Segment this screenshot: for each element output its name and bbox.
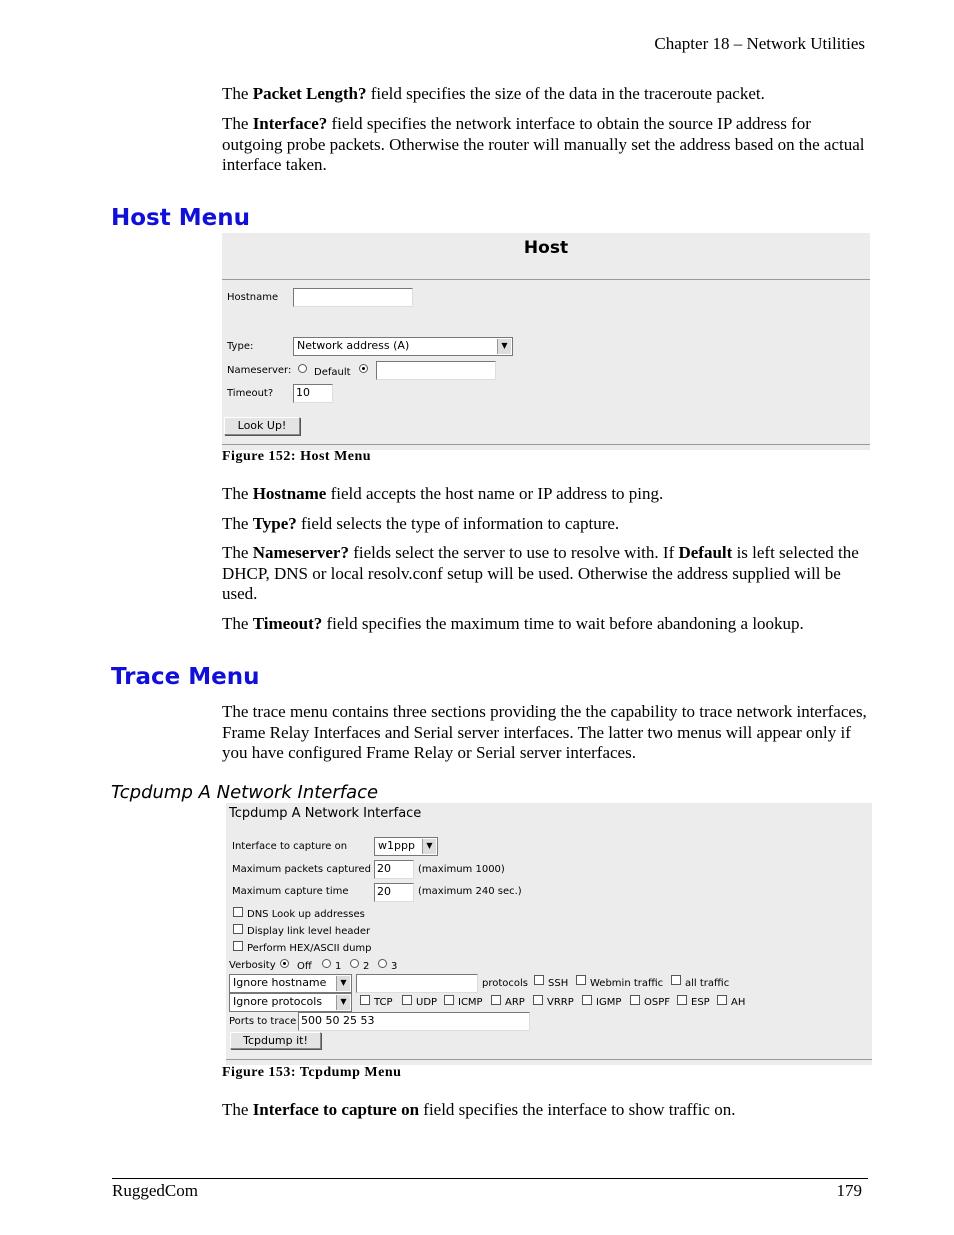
- esp-checkbox[interactable]: [677, 995, 687, 1005]
- ports-label: Ports to trace: [229, 1016, 297, 1027]
- host-panel: [222, 233, 870, 450]
- verbosity-1-radio[interactable]: [322, 959, 331, 968]
- dns-lookup-label: DNS Look up addresses: [247, 909, 365, 920]
- timeout-input[interactable]: 10: [293, 384, 333, 403]
- nameserver-default-radio[interactable]: [298, 364, 307, 373]
- trace-menu-heading: Trace Menu: [111, 664, 260, 690]
- interface-capture-paragraph: The Interface to capture on field specifies the interface to show traffic on.: [222, 1100, 736, 1119]
- esp-label: ESP: [691, 997, 710, 1008]
- vrrp-label: VRRP: [547, 997, 574, 1008]
- link-header-checkbox[interactable]: [233, 924, 243, 934]
- chevron-down-icon: ▼: [336, 976, 350, 991]
- tcpdump-panel: [226, 803, 872, 1065]
- host-filter-input[interactable]: [356, 974, 478, 993]
- max-packets-hint: (maximum 1000): [418, 864, 505, 875]
- tcpdump-button[interactable]: Tcpdump it!: [230, 1032, 321, 1049]
- verbosity-3-label: 3: [391, 961, 398, 972]
- hostname-label: Hostname: [227, 292, 279, 303]
- verbosity-label: Verbosity: [229, 960, 276, 971]
- verbosity-off-label: Off: [297, 961, 312, 972]
- nameserver-paragraph: The Nameserver? fields select the server to use to resolve with. If Default is left selected the DHCP, DNS or local resolv.conf setup will be used. Otherwise the address supplied will be used.: [222, 543, 859, 603]
- packet-length-paragraph: The Packet Length? field specifies the size of the data in the traceroute packet.: [222, 84, 765, 103]
- timeout-label: Timeout?: [227, 388, 274, 399]
- hostname-paragraph: The Hostname field accepts the host name or IP address to ping.: [222, 484, 664, 503]
- chevron-down-icon: ▼: [422, 839, 436, 854]
- host-filter-select[interactable]: Ignore hostname ▼: [229, 974, 352, 993]
- nameserver-input[interactable]: [376, 361, 496, 380]
- protocol-filter-select[interactable]: Ignore protocols ▼: [229, 993, 352, 1012]
- interface-paragraph: The Interface? field specifies the network interface to obtain the source IP address for outgoing probe packets. Otherwise the router will manually set the address based on the actual interface taken.: [222, 114, 865, 174]
- all-traffic-checkbox[interactable]: [671, 975, 681, 985]
- ah-checkbox[interactable]: [717, 995, 727, 1005]
- igmp-checkbox[interactable]: [582, 995, 592, 1005]
- tcp-label: TCP: [374, 997, 393, 1008]
- divider: [222, 279, 870, 280]
- icmp-label: ICMP: [458, 997, 483, 1008]
- icmp-checkbox[interactable]: [444, 995, 454, 1005]
- footer-rule: [112, 1178, 868, 1179]
- chevron-down-icon: ▼: [497, 339, 511, 354]
- max-time-input[interactable]: 20: [374, 883, 414, 902]
- max-packets-label: Maximum packets captured: [232, 864, 371, 875]
- protocols-label: protocols: [482, 978, 529, 989]
- ospf-label: OSPF: [644, 997, 671, 1008]
- all-traffic-label: all traffic: [685, 978, 730, 989]
- ah-label: AH: [731, 997, 746, 1008]
- verbosity-off-radio[interactable]: [280, 959, 289, 968]
- ssh-label: SSH: [548, 978, 569, 989]
- tcpdump-panel-title: Tcpdump A Network Interface: [229, 806, 422, 821]
- arp-checkbox[interactable]: [491, 995, 501, 1005]
- udp-label: UDP: [416, 997, 438, 1008]
- divider: [226, 1059, 872, 1060]
- igmp-label: IGMP: [596, 997, 622, 1008]
- hex-dump-checkbox[interactable]: [233, 941, 243, 951]
- hex-dump-label: Perform HEX/ASCII dump: [247, 943, 372, 954]
- look-up-button[interactable]: Look Up!: [224, 417, 300, 435]
- footer-company: RuggedCom: [112, 1181, 198, 1200]
- webmin-checkbox[interactable]: [576, 975, 586, 985]
- divider: [222, 444, 870, 445]
- nameserver-label: Nameserver:: [227, 365, 292, 376]
- arp-label: ARP: [505, 997, 525, 1008]
- verbosity-2-label: 2: [363, 961, 370, 972]
- verbosity-1-label: 1: [335, 961, 342, 972]
- ports-input[interactable]: 500 50 25 53: [298, 1012, 530, 1031]
- dns-lookup-checkbox[interactable]: [233, 907, 243, 917]
- tcpdump-subheading: Tcpdump A Network Interface: [111, 782, 379, 803]
- chevron-down-icon: ▼: [336, 995, 350, 1010]
- page-number: 179: [836, 1181, 862, 1200]
- type-label: Type:: [227, 341, 254, 352]
- hostname-input[interactable]: [293, 288, 413, 307]
- nameserver-custom-radio[interactable]: [359, 364, 368, 373]
- vrrp-checkbox[interactable]: [533, 995, 543, 1005]
- udp-checkbox[interactable]: [402, 995, 412, 1005]
- type-select[interactable]: Network address (A) ▼: [293, 337, 513, 356]
- interface-select[interactable]: w1ppp ▼: [374, 837, 438, 856]
- verbosity-3-radio[interactable]: [378, 959, 387, 968]
- ssh-checkbox[interactable]: [534, 975, 544, 985]
- timeout-paragraph: The Timeout? field specifies the maximum time to wait before abandoning a lookup.: [222, 614, 804, 633]
- host-panel-title: Host: [523, 238, 569, 258]
- type-paragraph: The Type? field selects the type of information to capture.: [222, 514, 620, 533]
- host-menu-heading: Host Menu: [111, 205, 250, 231]
- link-header-label: Display link level header: [247, 926, 371, 937]
- webmin-label: Webmin traffic: [590, 978, 664, 989]
- figure-152-caption: Figure 152: Host Menu: [222, 449, 372, 464]
- ospf-checkbox[interactable]: [630, 995, 640, 1005]
- interface-label: Interface to capture on: [232, 841, 348, 852]
- max-time-hint: (maximum 240 sec.): [418, 886, 522, 897]
- max-time-label: Maximum capture time: [232, 886, 349, 897]
- figure-153-caption: Figure 153: Tcpdump Menu: [222, 1065, 402, 1080]
- verbosity-2-radio[interactable]: [350, 959, 359, 968]
- nameserver-default-label: Default: [314, 367, 351, 378]
- max-packets-input[interactable]: 20: [374, 860, 414, 879]
- chapter-header: Chapter 18 – Network Utilities: [654, 34, 865, 53]
- trace-intro-paragraph: The trace menu contains three sections providing the the capability to trace network interfaces, Frame Relay Interfaces and Serial server interfaces. The latter two menus will appear only if you have configured Frame Relay or Serial server interfaces.: [222, 702, 867, 762]
- tcp-checkbox[interactable]: [360, 995, 370, 1005]
